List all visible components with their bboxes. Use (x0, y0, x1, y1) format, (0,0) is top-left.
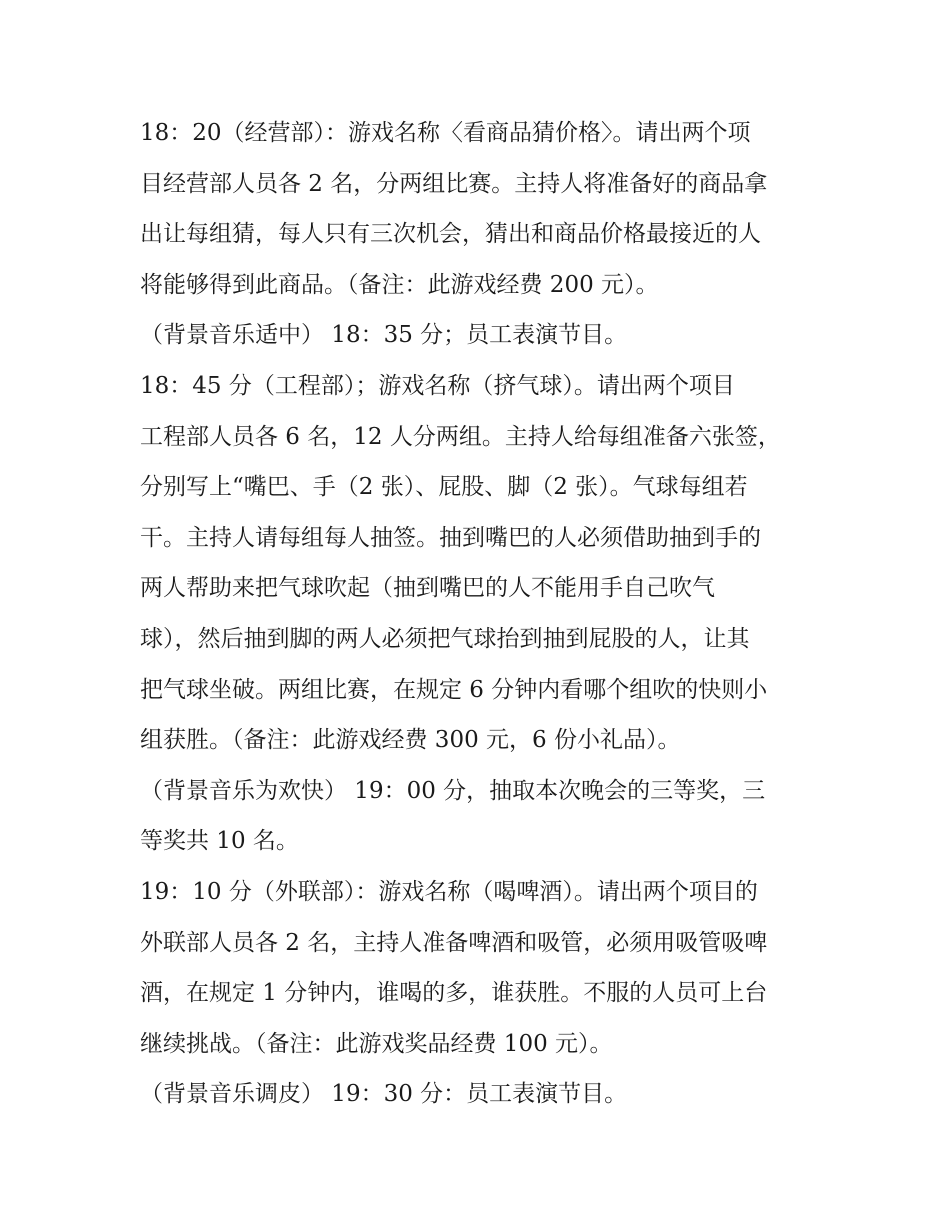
text-line: 18：45 分（工程部）；游戏名称（挤气球）。请出两个项目 (140, 372, 735, 399)
text-line: 将能够得到此商品。（备注：此游戏经费 200 元）。 (140, 271, 659, 298)
text-line: 等奖共 10 名。 (140, 828, 299, 855)
text-line: 工程部人员各 6 名，12 人分两组。主持人给每组准备六张签， (140, 423, 781, 450)
text-line: 酒，在规定 1 分钟内，谁喝的多，谁获胜。不服的人员可上台 (140, 980, 768, 1007)
text-line: 目经营部人员各 2 名，分两组比赛。主持人将准备好的商品拿 (140, 170, 768, 197)
text-line: 组获胜。（备注：此游戏经费 300 元，6 份小礼品）。 (140, 727, 681, 754)
text-line: 分别写上“嘴巴、手（2 张）、屁股、脚（2 张）。气球每组若 (140, 474, 748, 501)
text-line: 把气球坐破。两组比赛，在规定 6 分钟内看哪个组吹的快则小 (140, 676, 768, 703)
text-line: 19：10 分（外联部）：游戏名称（喝啤酒）。请出两个项目的 (140, 878, 758, 905)
text-line: 干。主持人请每组每人抽签。抽到嘴巴的人必须借助抽到手的 (140, 524, 761, 551)
text-line: 球），然后抽到脚的两人必须把气球抬到抽到屁股的人，让其 (140, 625, 750, 652)
text-line: （背景音乐调皮） 19：30 分：员工表演节目。 (140, 1081, 628, 1108)
text-line: 18：20（经营部）：游戏名称〈看商品猜价格〉。请出两个项 (140, 120, 751, 146)
text-line: 继续挑战。（备注：此游戏奖品经费 100 元）。 (140, 1030, 613, 1057)
text-line: （背景音乐为欢快） 19：00 分，抽取本次晚会的三等奖，三 (140, 777, 766, 804)
document-body (140, 108, 820, 1120)
text-line: 两人帮助来把气球吹起（抽到嘴巴的人不能用手自己吹气 (140, 575, 715, 602)
text-line: 外联部人员各 2 名，主持人准备啤酒和吸管，必须用吸管吸啤 (140, 929, 768, 956)
text-line: （背景音乐适中） 18：35 分；员工表演节目。 (140, 322, 628, 349)
text-line: 出让每组猜，每人只有三次机会，猜出和商品价格最接近的人 (140, 221, 761, 248)
